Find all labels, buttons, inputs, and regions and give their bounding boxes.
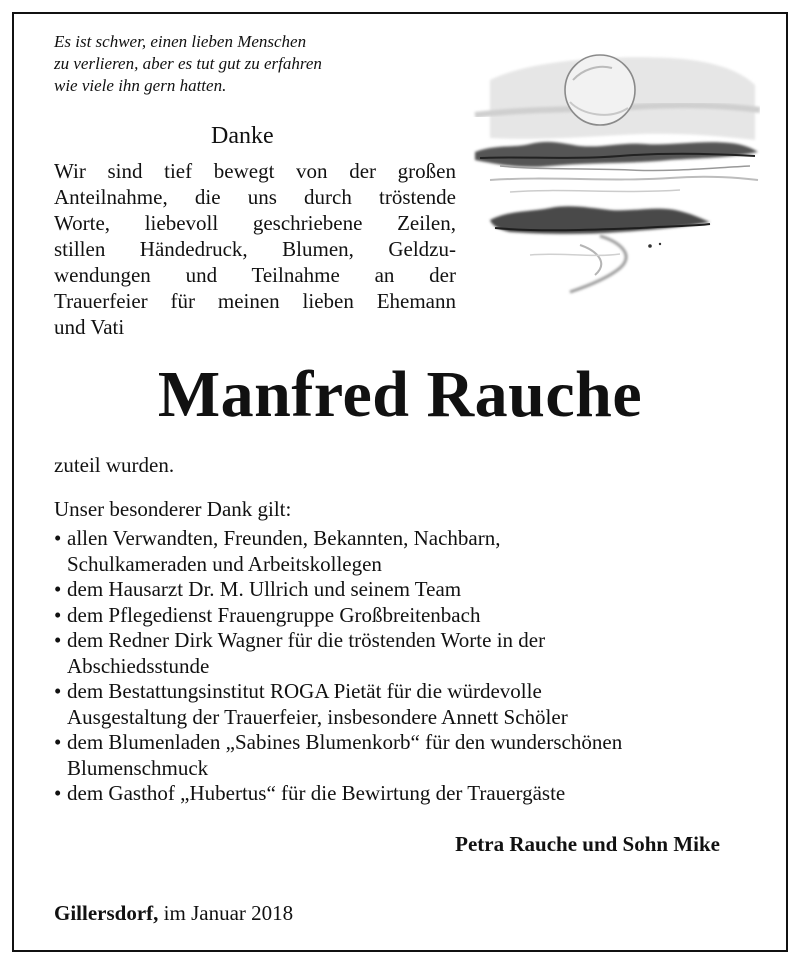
thanks-list <box>54 526 774 807</box>
intro-line: stillen Händedruck, Blumen, Geldzu- <box>54 237 456 261</box>
quote-line: Es ist schwer, einen lieben Menschen <box>54 32 307 51</box>
thanks-item-text: dem Redner Dirk Wagner für die tröstenden Worte in der Abschiedsstunde <box>67 628 546 678</box>
danke-heading: Danke <box>211 123 274 149</box>
moon-over-water-illustration <box>470 40 760 310</box>
date-text: im Januar 2018 <box>163 901 294 925</box>
thanks-item <box>54 603 774 629</box>
thanks-item <box>54 526 774 577</box>
place-date <box>54 900 293 926</box>
intro-line: wendungen und Teilnahme an der <box>54 263 456 287</box>
bullet: • <box>54 730 62 754</box>
signature: Petra Rauche und Sohn Mike <box>455 832 720 856</box>
thanks-item-text: dem Hausarzt Dr. M. Ullrich und seinem Team <box>67 577 462 601</box>
deceased-name: Manfred Rauche <box>157 358 643 431</box>
thanks-item-text: dem Pflegedienst Frauengruppe Großbreitenbach <box>67 602 481 627</box>
quote-text <box>54 31 434 97</box>
thanks-item <box>54 577 774 603</box>
bullet: • <box>54 577 62 601</box>
quote-line: wie viele ihn gern hatten. <box>54 76 227 95</box>
thanks-item <box>54 628 774 679</box>
thanks-item <box>54 679 774 730</box>
intro-line: und Vati <box>54 315 125 339</box>
intro-paragraph <box>54 158 456 340</box>
thanks-item-text: dem Gasthof „Hubertus“ für die Bewirtung der Trauergäste <box>67 781 566 805</box>
thanks-heading: Unser besonderer Dank gilt: <box>54 497 292 521</box>
intro-line: Trauerfeier für meinen lieben Ehemann <box>54 289 456 313</box>
bullet: • <box>54 526 62 550</box>
bullet: • <box>54 679 62 703</box>
place-name: Gillersdorf, <box>54 901 159 925</box>
after-name-text: zuteil wurden. <box>54 453 175 477</box>
intro-line: Worte, liebevoll geschriebene Zeilen, <box>54 211 456 235</box>
intro-line: Wir sind tief bewegt von der großen <box>54 159 456 183</box>
thanks-item-text: dem Blumenladen „Sabines Blumenkorb“ für den wunderschönen Blumenschmuck <box>67 730 623 780</box>
thanks-item <box>54 730 774 781</box>
intro-line: Anteilnahme, die uns durch tröstende <box>54 185 456 209</box>
bullet: • <box>54 781 62 805</box>
thanks-item-text: dem Bestattungsinstitut ROGA Pietät für die würdevolle Ausgestaltung der Trauerfeier, insbesondere Annett Schöler <box>67 679 568 729</box>
quote-line: zu verlieren, aber es tut gut zu erfahren <box>54 54 322 73</box>
bullet: • <box>54 602 62 627</box>
thanks-item <box>54 781 774 807</box>
bullet: • <box>54 628 62 652</box>
thanks-item-text: allen Verwandten, Freunden, Bekannten, Nachbarn, Schulkameraden und Arbeitskollegen <box>67 526 501 576</box>
